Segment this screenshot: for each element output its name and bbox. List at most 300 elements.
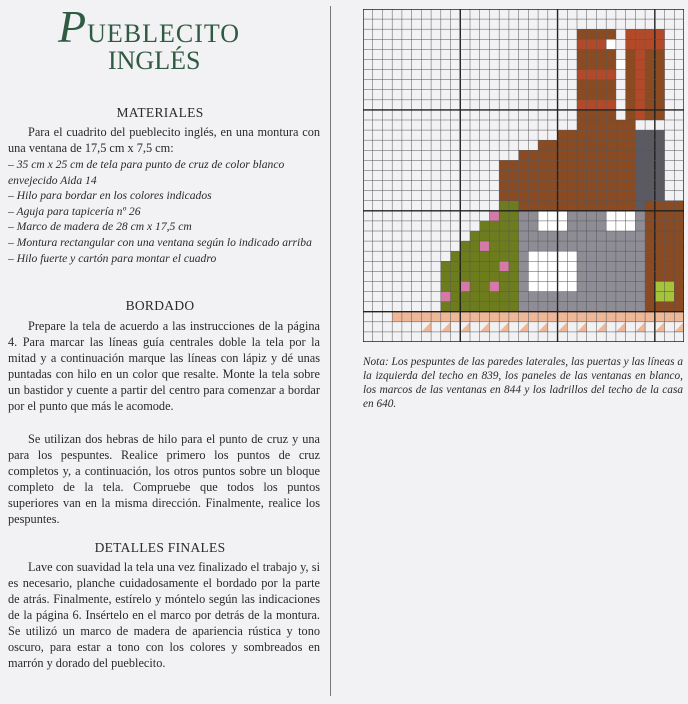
tower-cell: [635, 181, 645, 191]
wall-cell: [548, 292, 558, 302]
tower-cell: [655, 170, 665, 180]
roof-cell: [509, 170, 519, 180]
bordado-heading: BORDADO: [125, 298, 195, 313]
roof-cell: [519, 150, 529, 160]
side-house-cell: [655, 302, 665, 312]
tree-cell: [451, 281, 461, 291]
tree-pink-cell: [489, 281, 499, 291]
tree-cell: [509, 201, 519, 211]
chimney-cell: [587, 110, 597, 120]
wall-cell: [577, 281, 587, 291]
roof-cell: [587, 140, 597, 150]
chimney-pot: [606, 39, 616, 49]
side-house-cell: [674, 261, 684, 271]
page-title: [58, 1, 241, 75]
wall-cell: [616, 261, 626, 271]
path-cell: [635, 312, 645, 322]
side-house-cell: [645, 201, 655, 211]
side-house-cell: [665, 231, 675, 241]
wall-cell: [635, 271, 645, 281]
chimney-cell: [577, 100, 587, 110]
roof-cell: [626, 160, 636, 170]
side-house-window: [655, 292, 665, 302]
wall-cell: [538, 302, 548, 312]
tree-cell: [460, 302, 470, 312]
wall-cell: [538, 292, 548, 302]
tree-cell: [489, 271, 499, 281]
wall-cell: [587, 261, 597, 271]
wall-cell: [635, 281, 645, 291]
wall-cell: [626, 231, 636, 241]
tree-cell: [509, 241, 519, 251]
tree-cell: [460, 251, 470, 261]
tower-cell: [655, 130, 665, 140]
half-stitch-cell: [499, 322, 509, 332]
detalles-heading: DETALLES FINALES: [94, 540, 226, 555]
roof-cell: [626, 170, 636, 180]
side-house-cell: [665, 221, 675, 231]
path-cell: [412, 312, 422, 322]
wall-cell: [519, 302, 529, 312]
roof-cell: [528, 201, 538, 211]
path-cell: [665, 312, 675, 322]
tree-cell: [499, 292, 509, 302]
half-stitch-cell: [655, 322, 665, 332]
roof-cell: [509, 181, 519, 191]
path-cell: [441, 312, 451, 322]
bordado-paragraph-1: Prepare la tela de acuerdo a las instrucciones de la página 4. Para marcar las líneas guía centrales doble la tela por la mitad y a continuación marque las líneas con lápiz y dé unas puntadas con hilo en un color que resalte. Monte la tela sobre un bastidor y cuente a partir del centro para comenzar a bordar por el punto que más le acomode.: [8, 319, 320, 413]
tree-pink-cell: [489, 211, 499, 221]
window-cell: [558, 271, 568, 281]
path-cell: [451, 312, 461, 322]
tree-cell: [470, 292, 480, 302]
roof-cell: [616, 150, 626, 160]
roof-cell: [596, 170, 606, 180]
wall-cell: [548, 241, 558, 251]
roof-cell: [519, 170, 529, 180]
tower-cell: [635, 160, 645, 170]
roof-cell: [616, 170, 626, 180]
wall-cell: [596, 251, 606, 261]
side-house-cell: [645, 302, 655, 312]
chimney-cell: [587, 100, 597, 110]
chimney-cell: [577, 29, 587, 39]
chimney-cell: [596, 59, 606, 69]
window-cell: [558, 261, 568, 271]
roof-cell: [567, 181, 577, 191]
text-column: [0, 0, 325, 704]
side-house-cell: [645, 281, 655, 291]
roof-cell: [606, 201, 616, 211]
wall-cell: [548, 302, 558, 312]
roof-cell: [606, 181, 616, 191]
tree-cell: [470, 241, 480, 251]
chart-svg: [363, 9, 684, 342]
tree-pink-cell: [460, 281, 470, 291]
tree-cell: [441, 271, 451, 281]
wall-cell: [635, 302, 645, 312]
roof-cell: [616, 130, 626, 140]
roof-cell: [577, 120, 587, 130]
chimney-cell: [655, 90, 665, 100]
side-house-cell: [655, 211, 665, 221]
window-cell: [528, 281, 538, 291]
window-cell: [558, 251, 568, 261]
cross-stitch-chart: [363, 9, 684, 342]
wall-cell: [577, 271, 587, 281]
chimney-cell: [596, 49, 606, 59]
window-cell: [626, 221, 636, 231]
wall-cell: [519, 231, 529, 241]
window-cell: [606, 221, 616, 231]
tower-cell: [635, 150, 645, 160]
side-house-cell: [645, 292, 655, 302]
side-house-cell: [645, 271, 655, 281]
tree-cell: [460, 292, 470, 302]
title-initial: P: [58, 1, 88, 52]
roof-cell: [519, 201, 529, 211]
chimney-pot: [616, 59, 626, 69]
side-house-cell: [655, 241, 665, 251]
side-house-cell: [645, 221, 655, 231]
chimney-cell: [626, 39, 636, 49]
wall-cell: [635, 251, 645, 261]
bordado-paragraph-2: Se utilizan dos hebras de hilo para el punto de cruz y una para los pespuntes. Realice primero los puntos de cruz completos y, a continuación, los otros puntos sobre un bloque completo de la tela. Compruebe que todos los puntos superiores van en la misma dirección. Finalmente, realice los pespuntes.: [8, 432, 320, 526]
side-house-cell: [655, 201, 665, 211]
wall-cell: [558, 231, 568, 241]
side-house-window: [665, 292, 675, 302]
tree-cell: [451, 261, 461, 271]
wall-cell: [567, 231, 577, 241]
chimney-cell: [577, 90, 587, 100]
tower-cell: [635, 201, 645, 211]
side-house-cell: [674, 221, 684, 231]
title-rest: UEBLECITO: [87, 19, 241, 48]
wall-cell: [567, 221, 577, 231]
wall-cell: [558, 302, 568, 312]
tree-cell: [489, 302, 499, 312]
path-cell: [548, 312, 558, 322]
wall-cell: [528, 241, 538, 251]
tree-cell: [470, 271, 480, 281]
window-cell: [538, 261, 548, 271]
path-cell: [460, 312, 470, 322]
chimney-cell: [577, 70, 587, 80]
list-item: – Marco de madera de 28 cm x 17,5 cm: [8, 220, 192, 234]
side-house-cell: [674, 231, 684, 241]
list-item: – Aguja para tapicería nº 26: [8, 204, 141, 218]
chimney-cell: [596, 80, 606, 90]
wall-cell: [519, 221, 529, 231]
window-cell: [567, 251, 577, 261]
chimney-cell: [655, 110, 665, 120]
side-house-cell: [674, 302, 684, 312]
roof-cell: [548, 150, 558, 160]
roof-cell: [626, 150, 636, 160]
tree-cell: [451, 271, 461, 281]
wall-cell: [558, 241, 568, 251]
tree-cell: [470, 231, 480, 241]
chimney-cell: [655, 49, 665, 59]
roof-cell: [626, 130, 636, 140]
tower-cell: [645, 181, 655, 191]
roof-cell: [567, 130, 577, 140]
wall-cell: [606, 231, 616, 241]
wall-cell: [616, 281, 626, 291]
wall-cell: [567, 292, 577, 302]
wall-cell: [577, 261, 587, 271]
roof-cell: [499, 170, 509, 180]
tree-cell: [441, 281, 451, 291]
path-cell: [645, 312, 655, 322]
chimney-cell: [635, 100, 645, 110]
roof-cell: [548, 181, 558, 191]
tree-cell: [480, 221, 490, 231]
side-house-cell: [665, 211, 675, 221]
tree-cell: [489, 251, 499, 261]
tree-cell: [480, 231, 490, 241]
wall-cell: [528, 292, 538, 302]
window-cell: [626, 211, 636, 221]
wall-cell: [626, 251, 636, 261]
roof-cell: [596, 140, 606, 150]
wall-cell: [567, 302, 577, 312]
tree-cell: [499, 231, 509, 241]
chimney-cell: [577, 39, 587, 49]
chimney-cell: [596, 100, 606, 110]
side-house-cell: [645, 251, 655, 261]
tower-cell: [645, 130, 655, 140]
window-cell: [538, 221, 548, 231]
roof-cell: [626, 201, 636, 211]
half-stitch-cell: [596, 322, 606, 332]
chimney-cell: [606, 100, 616, 110]
wall-cell: [606, 292, 616, 302]
path-cell: [431, 312, 441, 322]
tree-cell: [499, 302, 509, 312]
wall-cell: [606, 241, 616, 251]
path-cell: [655, 312, 665, 322]
window-cell: [567, 261, 577, 271]
roof-cell: [626, 181, 636, 191]
path-cell: [392, 312, 402, 322]
tree-cell: [499, 241, 509, 251]
side-house-cell: [665, 251, 675, 261]
roof-cell: [587, 150, 597, 160]
wall-cell: [577, 231, 587, 241]
wall-cell: [596, 241, 606, 251]
roof-cell: [616, 201, 626, 211]
window-cell: [548, 211, 558, 221]
path-cell: [499, 312, 509, 322]
tree-cell: [509, 281, 519, 291]
tree-cell: [480, 302, 490, 312]
wall-cell: [596, 302, 606, 312]
wall-cell: [587, 271, 597, 281]
wall-cell: [538, 241, 548, 251]
chimney-cell: [655, 59, 665, 69]
chimney-cell: [587, 49, 597, 59]
wall-cell: [626, 261, 636, 271]
wall-cell: [587, 221, 597, 231]
wall-cell: [596, 271, 606, 281]
path-cell: [596, 312, 606, 322]
side-house-cell: [665, 241, 675, 251]
list-item: – Hilo para bordar en los colores indicados: [8, 189, 212, 203]
roof-cell: [538, 201, 548, 211]
wall-cell: [587, 231, 597, 241]
chimney-cell: [577, 80, 587, 90]
roof-cell: [519, 191, 529, 201]
window-cell: [616, 221, 626, 231]
list-item: – Montura rectangular con una ventana según lo indicado arriba: [8, 235, 312, 249]
path-cell: [480, 312, 490, 322]
tree-cell: [480, 251, 490, 261]
roof-cell: [519, 160, 529, 170]
half-stitch-cell: [441, 322, 451, 332]
roof-cell: [528, 150, 538, 160]
side-house-cell: [655, 261, 665, 271]
tree-cell: [509, 231, 519, 241]
roof-cell: [606, 150, 616, 160]
wall-cell: [616, 241, 626, 251]
tower-cell: [655, 191, 665, 201]
roof-cell: [577, 170, 587, 180]
roof-cell: [577, 130, 587, 140]
roof-cell: [528, 170, 538, 180]
tree-cell: [480, 292, 490, 302]
chimney-cell: [645, 70, 655, 80]
chimney-cell: [587, 29, 597, 39]
wall-cell: [587, 251, 597, 261]
roof-cell: [538, 140, 548, 150]
roof-cell: [587, 201, 597, 211]
wall-cell: [548, 231, 558, 241]
wall-cell: [519, 251, 529, 261]
path-cell: [587, 312, 597, 322]
roof-cell: [558, 201, 568, 211]
side-house-cell: [665, 271, 675, 281]
roof-cell: [558, 191, 568, 201]
wall-cell: [606, 251, 616, 261]
side-house-cell: [674, 281, 684, 291]
tree-cell: [480, 271, 490, 281]
roof-cell: [499, 191, 509, 201]
chimney-cell: [645, 100, 655, 110]
chimney-cell: [596, 39, 606, 49]
roof-cell: [567, 191, 577, 201]
wall-cell: [606, 302, 616, 312]
side-house-cell: [674, 271, 684, 281]
wall-cell: [635, 231, 645, 241]
window-cell: [538, 211, 548, 221]
roof-cell: [626, 140, 636, 150]
tower-cell: [655, 140, 665, 150]
detalles-paragraph: Lave con suavidad la tela una vez finalizado el trabajo y, si es necesario, planche cuidadosamente el bordado por la parte de atrás. Finalmente, estírelo y móntelo según las indicaciones de la página 6. Insértelo en el marco por detrás de la montura. Se utilizó un marco de madera de apariencia rústica y tono oscuro, para estar a tono con los colores y sombreados en marrón y dorado del pueblecito.: [8, 560, 320, 670]
roof-cell: [596, 120, 606, 130]
roof-cell: [606, 160, 616, 170]
wall-cell: [528, 211, 538, 221]
chimney-cell: [606, 110, 616, 120]
roof-cell: [548, 160, 558, 170]
roof-cell: [606, 130, 616, 140]
wall-cell: [577, 241, 587, 251]
half-stitch-cell: [635, 322, 645, 332]
roof-cell: [567, 140, 577, 150]
materiales-heading: MATERIALES: [116, 105, 204, 120]
chimney-cell: [626, 70, 636, 80]
chimney-cell: [626, 59, 636, 69]
roof-cell: [587, 130, 597, 140]
roof-cell: [577, 160, 587, 170]
roof-cell: [616, 140, 626, 150]
side-house-cell: [655, 271, 665, 281]
roof-cell: [509, 191, 519, 201]
materiales-list: [8, 157, 320, 266]
half-stitch-cell: [616, 322, 626, 332]
wall-cell: [519, 241, 529, 251]
chimney-cell: [635, 110, 645, 120]
window-cell: [538, 281, 548, 291]
chimney-cell: [606, 80, 616, 90]
chimney-cell: [655, 29, 665, 39]
side-house-window: [665, 281, 675, 291]
wall-cell: [587, 281, 597, 291]
chimney-cell: [645, 59, 655, 69]
chimney-cell: [655, 80, 665, 90]
wall-cell: [577, 251, 587, 261]
tower-cell: [655, 150, 665, 160]
tree-cell: [509, 302, 519, 312]
roof-cell: [538, 181, 548, 191]
roof-cell: [616, 120, 626, 130]
half-stitch-cell: [480, 322, 490, 332]
chimney-cell: [655, 100, 665, 110]
tree-cell: [460, 241, 470, 251]
window-cell: [528, 251, 538, 261]
tree-cell: [451, 302, 461, 312]
tower-cell: [645, 191, 655, 201]
chimney-cell: [655, 70, 665, 80]
roof-cell: [538, 150, 548, 160]
roof-cell: [577, 140, 587, 150]
roof-cell: [528, 160, 538, 170]
roof-cell: [587, 160, 597, 170]
tower-cell: [645, 140, 655, 150]
tree-cell: [509, 211, 519, 221]
path-cell: [606, 312, 616, 322]
wall-cell: [626, 292, 636, 302]
wall-cell: [635, 292, 645, 302]
side-house-cell: [645, 211, 655, 221]
side-house-cell: [645, 261, 655, 271]
roof-cell: [558, 170, 568, 180]
chimney-cell: [606, 29, 616, 39]
window-cell: [558, 221, 568, 231]
path-cell: [528, 312, 538, 322]
roof-cell: [548, 170, 558, 180]
roof-cell: [616, 191, 626, 201]
chimney-cell: [596, 110, 606, 120]
tree-cell: [470, 251, 480, 261]
tree-cell: [480, 261, 490, 271]
column-divider: [330, 6, 331, 696]
roof-cell: [596, 150, 606, 160]
wall-cell: [587, 241, 597, 251]
tree-cell: [499, 201, 509, 211]
chimney-cell: [626, 110, 636, 120]
half-stitch-cell: [538, 322, 548, 332]
